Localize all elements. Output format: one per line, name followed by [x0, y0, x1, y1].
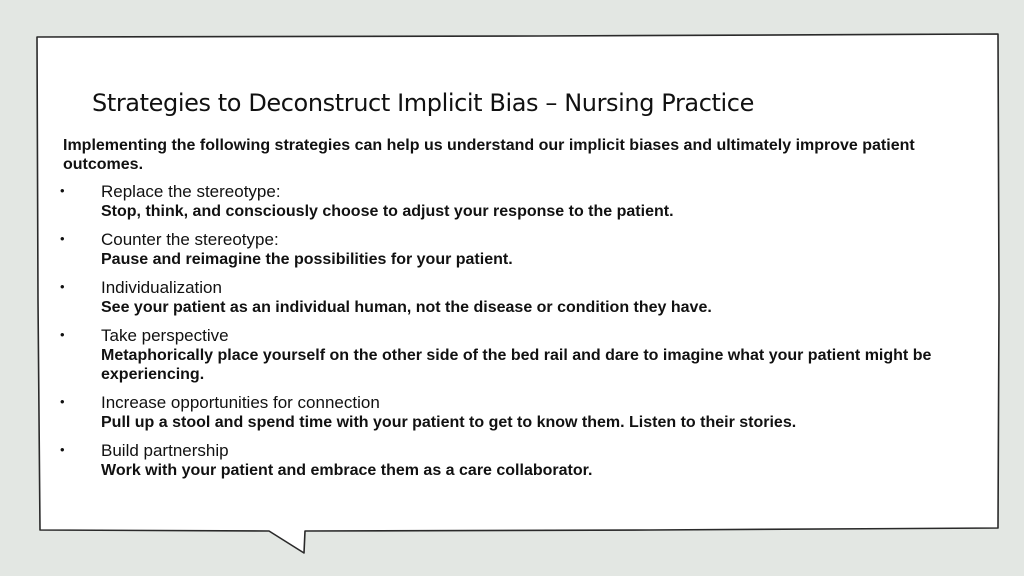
strategy-name: Take perspective — [101, 326, 229, 345]
strategy-description: Metaphorically place yourself on the other side of the bed rail and dare to imagine what your patient might be experiencing. — [101, 347, 932, 383]
strategy-description: Work with your patient and embrace them as a care collaborator. — [101, 462, 593, 479]
strategy-item-build-partnership — [0, 441, 941, 480]
bullet-icon: • — [60, 394, 65, 409]
strategy-description: Pause and reimagine the possibilities for your patient. — [101, 251, 513, 268]
strategy-item-replace-stereotype — [0, 182, 941, 221]
strategy-item-increase-connection — [0, 393, 941, 432]
strategy-item-take-perspective — [0, 326, 941, 384]
strategy-list — [0, 182, 941, 489]
strategy-name: Counter the stereotype: — [101, 230, 279, 249]
bullet-icon: • — [60, 442, 65, 457]
strategy-description: Stop, think, and consciously choose to adjust your response to the patient. — [101, 203, 674, 220]
strategy-name: Individualization — [101, 278, 222, 297]
strategy-name: Increase opportunities for connection — [101, 393, 380, 412]
strategy-description: Pull up a stool and spend time with your patient to get to know them. Listen to their stories. — [101, 414, 797, 431]
bullet-icon: • — [60, 327, 65, 342]
strategy-item-counter-stereotype — [0, 230, 941, 269]
strategy-item-individualization — [0, 278, 941, 317]
strategy-description: See your patient as an individual human, not the disease or condition they have. — [101, 299, 712, 316]
strategy-name: Build partnership — [101, 441, 229, 460]
intro-text: Implementing the following strategies can help us understand our implicit biases and ultimately improve patient outcomes. — [63, 137, 915, 173]
bullet-icon: • — [60, 183, 65, 198]
bullet-icon: • — [60, 279, 65, 294]
strategy-name: Replace the stereotype: — [101, 182, 281, 201]
slide-title: Strategies to Deconstruct Implicit Bias – Nursing Practice — [92, 89, 754, 117]
bullet-icon: • — [60, 231, 65, 246]
